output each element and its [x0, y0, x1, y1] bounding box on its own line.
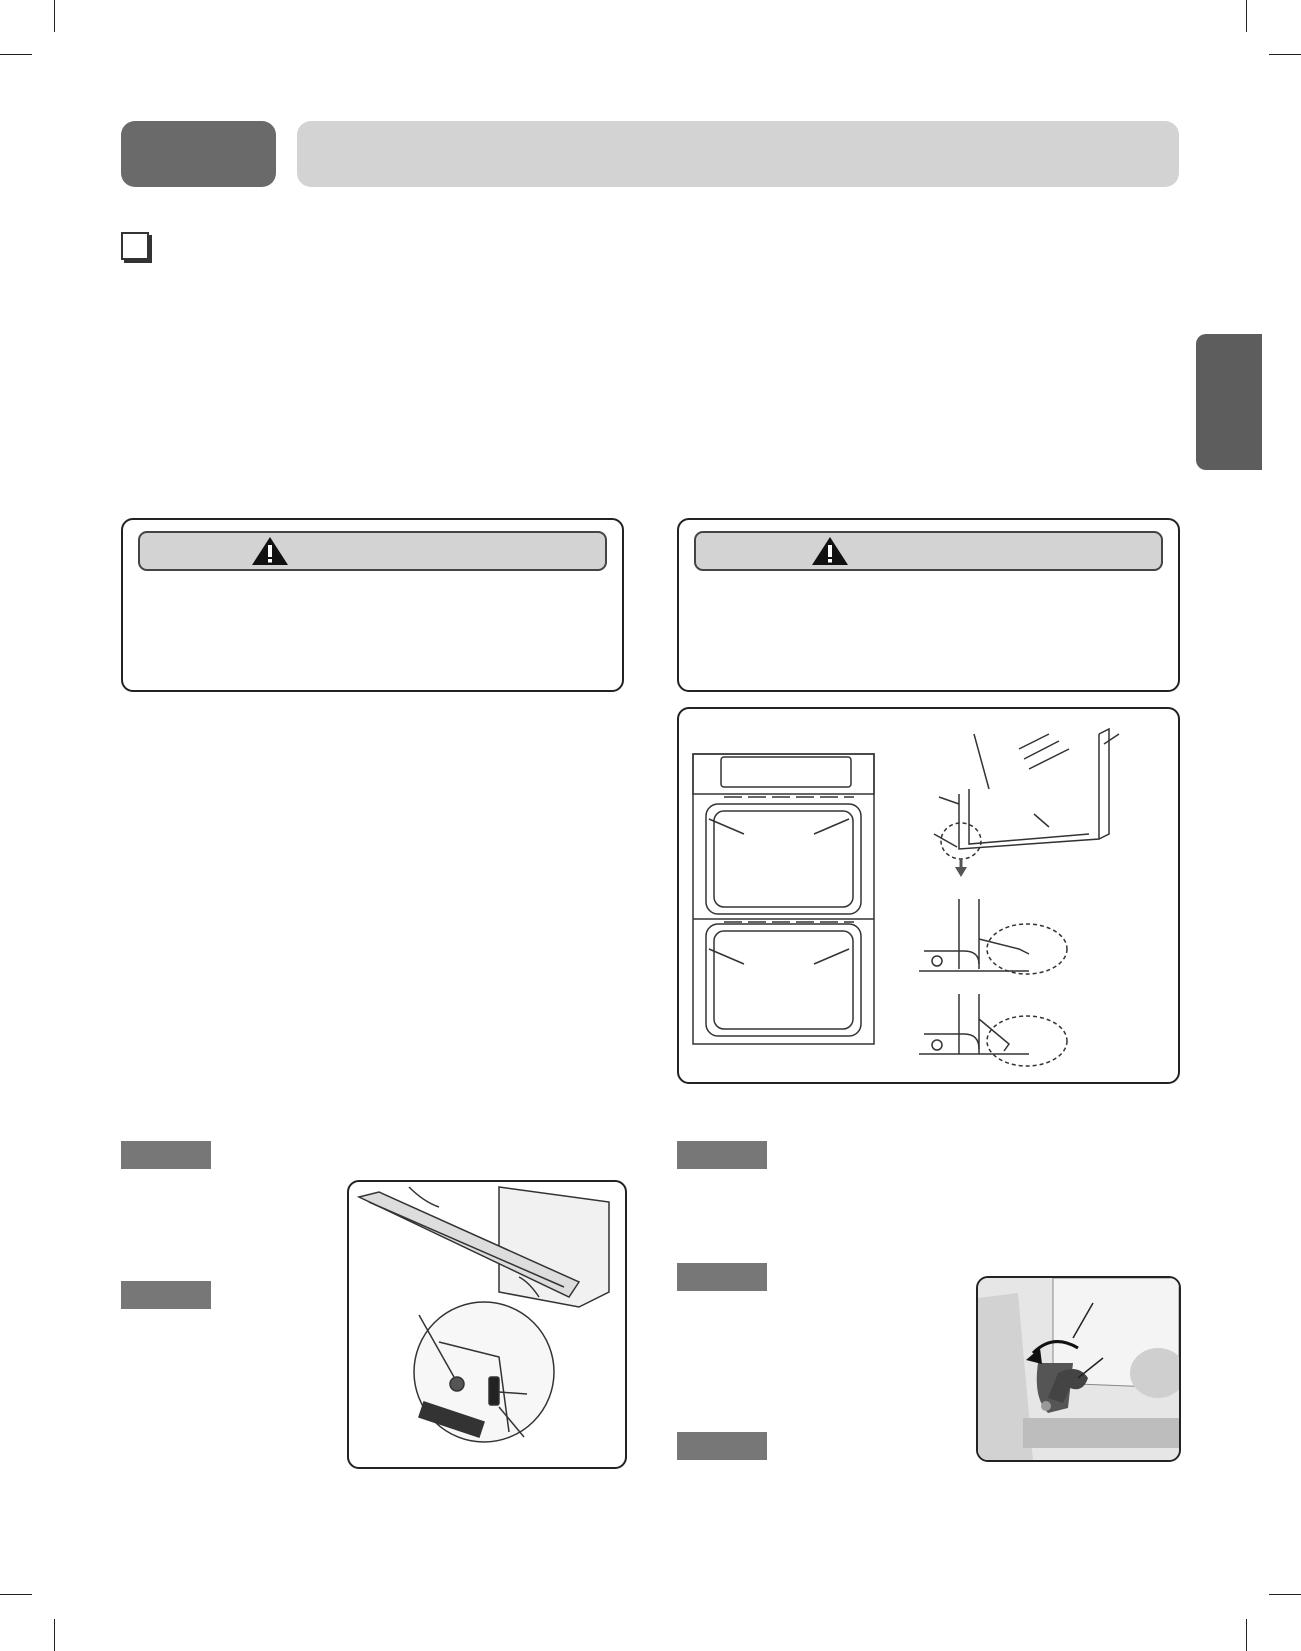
- warning-header-bar: [138, 531, 607, 571]
- door-removal-illustration: [347, 1180, 627, 1469]
- lower-door-window: [706, 924, 861, 1036]
- control-panel: [721, 757, 851, 787]
- crop-mark-bottom-right-h: [1269, 1594, 1301, 1595]
- page-title-bar: [297, 121, 1179, 187]
- warning-triangle-icon: [811, 536, 849, 566]
- section-checkbox: [121, 232, 149, 260]
- crop-mark-bottom-left-h: [0, 1594, 32, 1595]
- crop-mark-top-right-v: [1246, 0, 1247, 32]
- step-tag-1: [121, 1141, 211, 1169]
- hinge-lock-drawing: [978, 1278, 1179, 1460]
- hinge-lock-illustration: [976, 1276, 1181, 1462]
- oven-diagram: [679, 709, 1178, 1082]
- step-tag-5: [677, 1432, 767, 1460]
- crop-mark-top-left-h: [0, 54, 32, 55]
- door-removal-drawing: [349, 1182, 625, 1467]
- warning-triangle-icon: [251, 536, 289, 566]
- crop-mark-bottom-right-v: [1246, 1619, 1247, 1651]
- step-tag-3: [677, 1141, 767, 1169]
- warning-box-right: [677, 518, 1180, 692]
- warning-box-left: [121, 518, 624, 692]
- section-tab: [121, 121, 276, 187]
- crop-mark-bottom-left-v: [54, 1619, 55, 1651]
- step-tag-2: [121, 1281, 211, 1309]
- oven-diagram-figure: [677, 707, 1180, 1084]
- step-tag-4: [677, 1263, 767, 1291]
- crop-mark-top-right-h: [1269, 54, 1301, 55]
- side-tab: [1196, 334, 1262, 470]
- crop-mark-top-left-v: [54, 0, 55, 32]
- warning-header-bar: [694, 531, 1163, 571]
- upper-door-window: [706, 804, 861, 914]
